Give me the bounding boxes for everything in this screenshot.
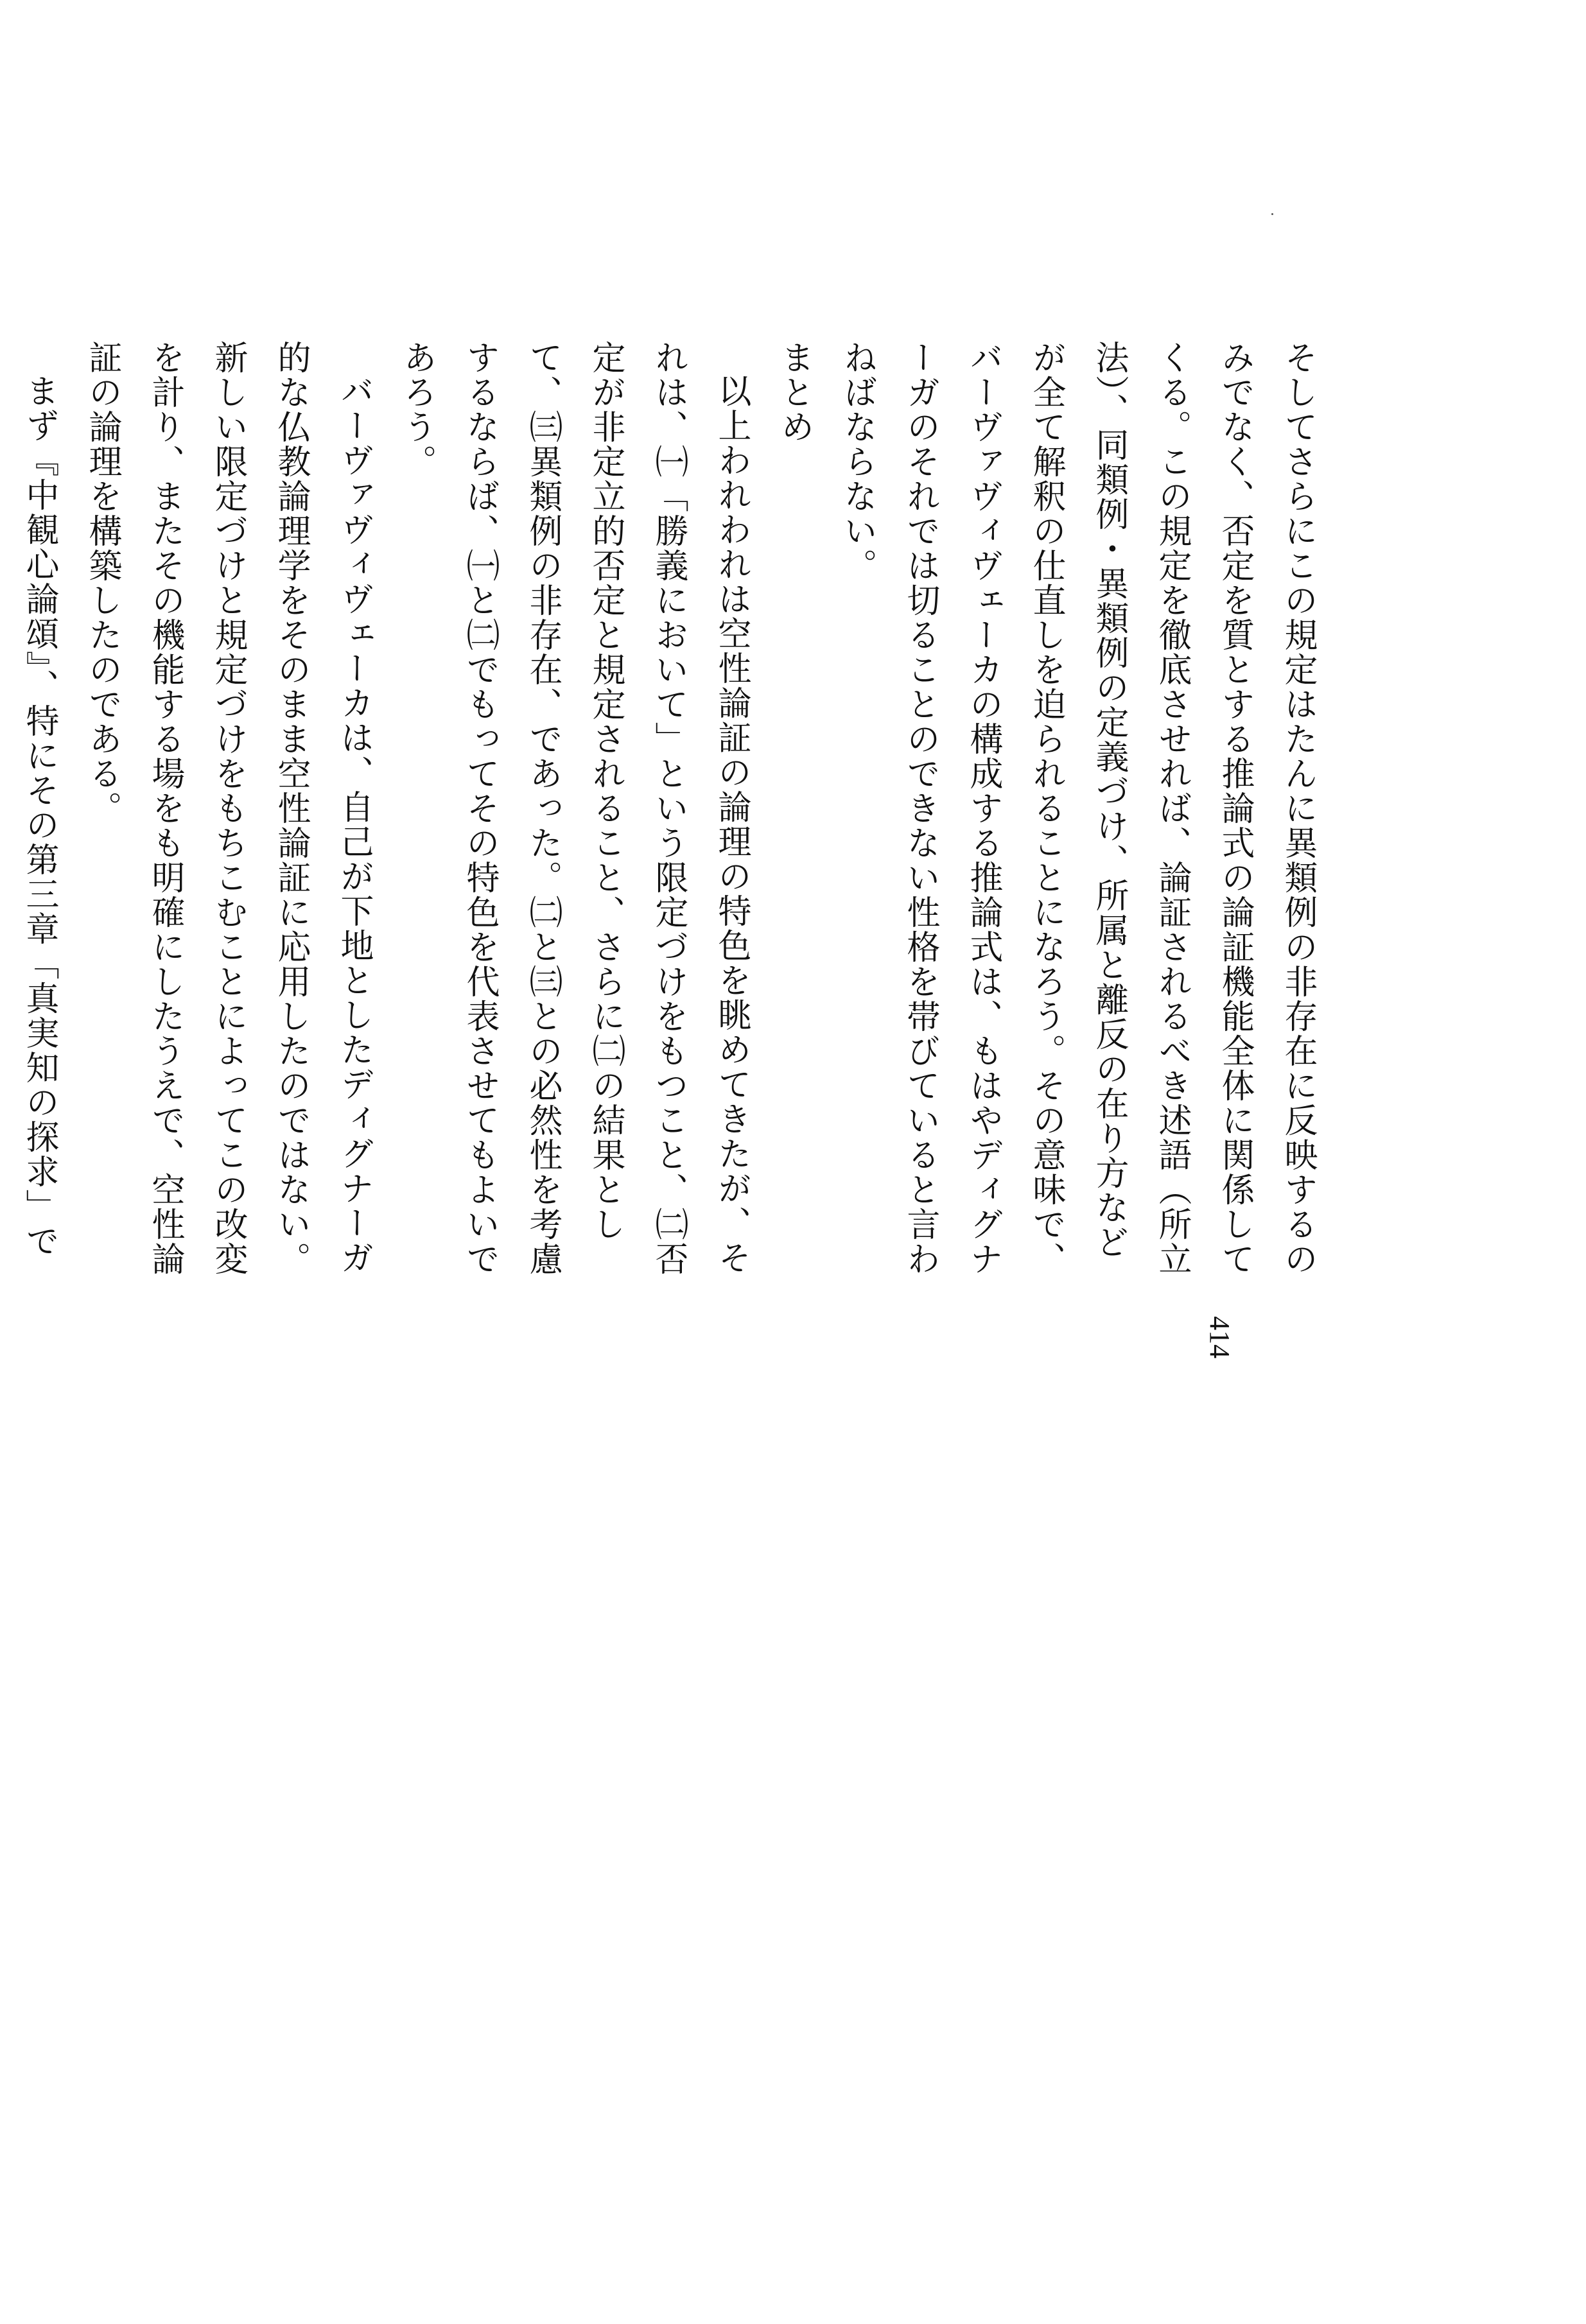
- paragraph-1: そしてさらにこの規定はたんに異類例の非存在に反映するのみでなく、否定を質とする推論式の論証機能全体に関係してくる。この規定を徹底させれば、論証されるべき述語（所立法）、同類例・異類例の定義づけ、所属と離反の在り方などが全て解釈の仕直しを迫られることになろう。その意味で、バーヴァヴィヴェーカの構成する推論式は、もはやディグナーガのそれでは切ることのできない性格を帯びていると言わねばならない。: [838, 340, 1317, 1276]
- section-heading-matome: まとめ: [775, 340, 814, 444]
- paragraph-2: 以上われわれは空性論証の論理の特色を眺めてきたが、それは、㈠「勝義において」という限定づけをもつこと、㈡否定が非定立的否定と規定されること、さらに㈡の結果として、㈢異類例の非存在、であった。㈡と㈢との必然性を考慮するならば、㈠と㈡でもってその特色を代表させてもよいであろう。: [397, 340, 751, 1276]
- print-speck: [1271, 213, 1273, 215]
- vertical-text-body: [0, 340, 1329, 1290]
- page-number: 414: [1204, 1316, 1235, 1358]
- paragraph-4: まず『中観心論頌』、特にその第三章「真実知の探求」で: [20, 374, 58, 1258]
- paragraph-3: バーヴァヴィヴェーカは、自己が下地としたディグナーガ的な仏教論理学をそのまま空性論証に応用したのではない。新しい限定づけと規定づけをもちこむことによってこの改変を計り、またその機能する場をも明確にしたうえで、空性論証の論理を構築したのである。: [83, 340, 373, 1276]
